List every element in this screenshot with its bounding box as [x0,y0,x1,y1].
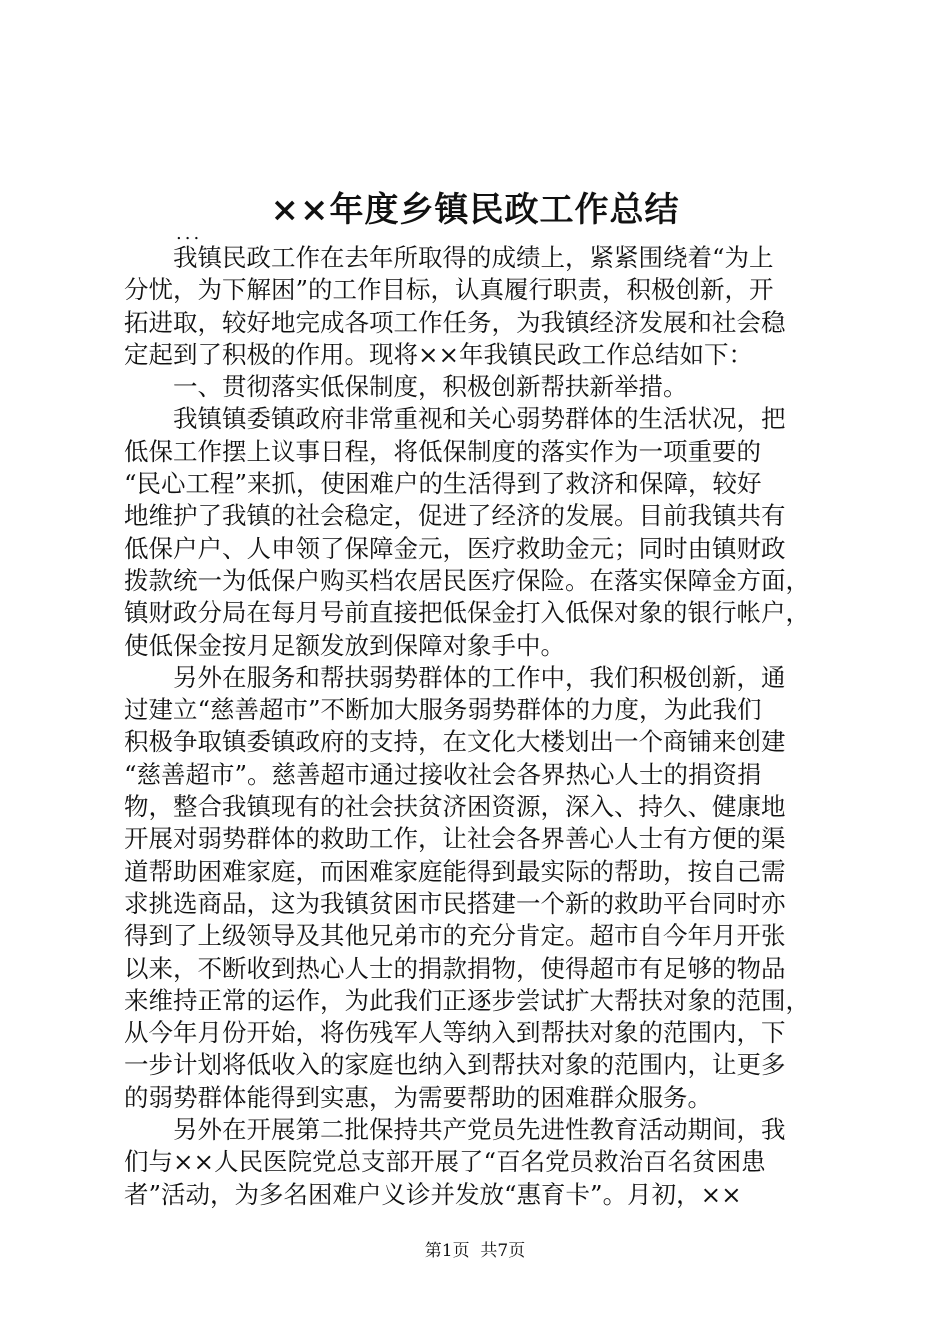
body-text-line: 一步计划将低收入的家庭也纳入到帮扶对象的范围内，让更多 [124,1050,786,1080]
body-text-line: 低保工作摆上议事日程，将低保制度的落实作为一项重要的 [124,436,761,466]
body-text-line: 地维护了我镇的社会稳定，促进了经济的发展。目前我镇共有 [124,501,786,531]
body-text-line: 我镇民政工作在去年所取得的成绩上，紧紧围绕着“为上 [124,243,774,272]
body-text-line: 我镇镇委镇政府非常重视和关心弱势群体的生活状况，把 [124,404,786,434]
body-text-line: 分忧，为下解困”的工作目标，认真履行职责，积极创新，开 [124,275,774,305]
body-text-line: 定起到了积极的作用。现将××年我镇民政工作总结如下： [124,339,754,369]
body-text-line: 来维持正常的运作，为此我们正逐步尝试扩大帮扶对象的范围， [124,985,810,1015]
body-text-line: 拓进取，较好地完成各项工作任务，为我镇经济发展和社会稳 [124,307,786,337]
body-text-line: 们与××人民医院党总支部开展了“百名党员救治百名贫困患 [124,1147,766,1177]
body-text-line: 物，整合我镇现有的社会扶贫济困资源，深入、持久、健康地 [124,792,786,822]
body-text-line: 以来，不断收到热心人士的捐款捐物，使得超市有足够的物品 [124,953,786,983]
body-text-line: 积极争取镇委镇政府的支持，在文化大楼划出一个商铺来创建 [124,727,786,757]
body-text-line: 的弱势群体能得到实惠，为需要帮助的困难群众服务。 [124,1082,712,1112]
body-text-line: 过建立“慈善超市”不断加大服务弱势群体的力度，为此我们 [124,695,762,725]
body-text-line: 镇财政分局在每月号前直接把低保金打入低保对象的银行帐户， [124,598,810,628]
body-text-line: 开展对弱势群体的救助工作，让社会各界善心人士有方便的渠 [124,824,786,854]
body-text-line: “慈善超市”。慈善超市通过接收社会各界热心人士的捐资捐 [124,759,762,789]
body-text-line: 者”活动，为多名困难户义诊并发放“惠育卡”。月初，×× [124,1179,742,1209]
body-text-line: 得到了上级领导及其他兄弟市的充分肯定。超市自今年月开张 [124,921,786,951]
page-number-footer: 第1页 共7页 [424,1241,526,1261]
body-text-line: 使低保金按月足额发放到保障对象手中。 [124,630,565,660]
ellipsis-mark: ... [176,223,203,244]
body-text-line: 一、贯彻落实低保制度，积极创新帮扶新举措。 [124,372,688,402]
body-text-line: 道帮助困难家庭，而困难家庭能得到最实际的帮助，按自己需 [124,856,786,886]
body-text-line: 求挑选商品，这为我镇贫困市民搭建一个新的救助平台同时亦 [124,888,786,918]
body-text-line: 另外在开展第二批保持共产党员先进性教育活动期间，我 [124,1115,786,1145]
body-text-line: 另外在服务和帮扶弱势群体的工作中，我们积极创新，通 [124,662,786,692]
document-title: ××年度乡镇民政工作总结 [270,190,680,230]
body-text-line: 拨款统一为低保户购买档农居民医疗保险。在落实保障金方面， [124,565,810,595]
body-text-line: 低保户户、人申领了保障金元，医疗救助金元；同时由镇财政 [124,533,786,563]
document-body [124,242,834,1211]
body-text-line: “民心工程”来抓，使困难户的生活得到了救济和保障，较好 [124,469,762,499]
body-text-line: 从今年月份开始，将伤残军人等纳入到帮扶对象的范围内，下 [124,1018,786,1048]
